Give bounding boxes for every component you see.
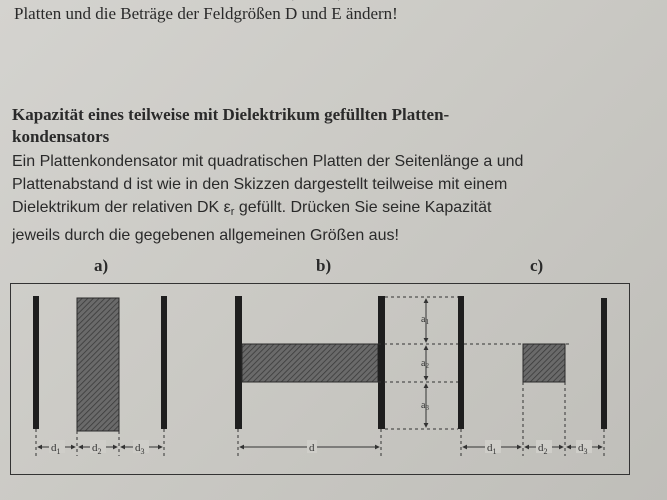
dim-a-d1: $d_1$ [51, 442, 61, 456]
body-line-2: Plattenabstand d ist wie in den Skizzen dargestellt teilweise mit einem [12, 176, 508, 193]
dielectric-c [523, 344, 565, 382]
exercise-heading [12, 104, 632, 148]
dielectric-a [77, 298, 119, 431]
dim-b-a3: $a_3$ [421, 400, 429, 412]
previous-exercise-text: Platten und die Beträge der Feldgrößen → D und → E ändern! [14, 4, 398, 24]
body-line-3: Dielektrikum der relativen DK $\varepsilon_r$ gefüllt. Drücken Sie seine Kapazität [12, 199, 492, 218]
dielectric-b [242, 344, 378, 382]
sketch-a [33, 296, 167, 456]
plate-b-left [235, 296, 242, 429]
dim-b-a2: $a_2$ [421, 358, 429, 370]
exercise-body [12, 150, 652, 247]
plate-c-right [601, 298, 607, 429]
vector-e: → E [331, 4, 341, 24]
dim-c-d3: $d_3$ [578, 442, 588, 456]
sketch-b [235, 296, 571, 456]
body-line-1: Ein Plattenkondensator mit quadratischen Platten der Seitenlänge a und [12, 153, 524, 170]
figure-label-b: b) [316, 256, 332, 275]
figure-label-c: c) [530, 256, 544, 275]
sketch-c [461, 298, 607, 456]
heading-line-2: kondensators [12, 127, 110, 146]
heading-line-1: Kapazität eines teilweise mit Dielektrikum gefüllten Platten- [12, 105, 450, 124]
figure-label-a: a) [94, 256, 109, 275]
dim-c-d2: $d_2$ [538, 442, 548, 456]
dim-a-d3: $d_3$ [135, 442, 145, 456]
capacitor-diagram [11, 284, 629, 474]
plate-a-left [33, 296, 39, 429]
plate-a-right [161, 296, 167, 429]
vector-d: → D [285, 4, 297, 24]
dim-a-d2: $d_2$ [92, 442, 102, 456]
plate-b-outer [458, 296, 464, 429]
plate-b-right [378, 296, 385, 429]
dim-c-d1: $d_1$ [487, 442, 497, 456]
body-line-4: jeweils durch die gegebenen allgemeinen Größen aus! [12, 227, 399, 244]
dim-b-d: d [309, 442, 315, 454]
epsilon-symbol: ε [223, 199, 231, 216]
dim-b-a1: $a_1$ [421, 314, 429, 326]
capacitor-sketches [10, 283, 630, 475]
